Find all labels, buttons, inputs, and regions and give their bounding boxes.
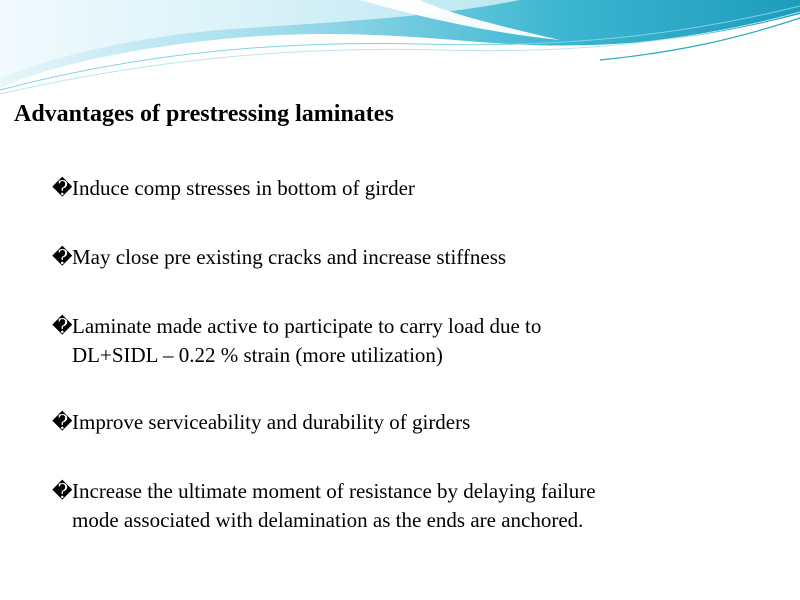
bullet-marker-icon: � [52, 412, 73, 434]
bullet-text: Improve serviceability and durability of girders [72, 410, 471, 434]
bullet-item [52, 243, 772, 272]
bullet-item [52, 174, 772, 203]
bullet-marker-icon: � [52, 481, 73, 503]
bullet-marker-icon: � [52, 178, 73, 200]
bullet-text: May close pre existing cracks and increase stiffness [72, 245, 507, 269]
bullet-text: Increase the ultimate moment of resistance by delaying failure [72, 479, 596, 503]
bullet-text-continuation: mode associated with delamination as the ends are anchored. [72, 508, 584, 532]
bullet-text-continuation: DL+SIDL – 0.22 % strain (more utilization) [72, 343, 443, 367]
bullet-text: Induce comp stresses in bottom of girder [72, 176, 415, 200]
bullet-item [52, 408, 772, 437]
bullet-text: Laminate made active to participate to carry load due to [72, 314, 542, 338]
bullet-item [52, 477, 772, 534]
bullet-marker-icon: � [52, 316, 73, 338]
slide-title: Advantages of prestressing laminates [14, 101, 394, 127]
header-wave-decoration [0, 0, 800, 100]
bullet-item [52, 312, 772, 369]
bullet-marker-icon: � [52, 247, 73, 269]
